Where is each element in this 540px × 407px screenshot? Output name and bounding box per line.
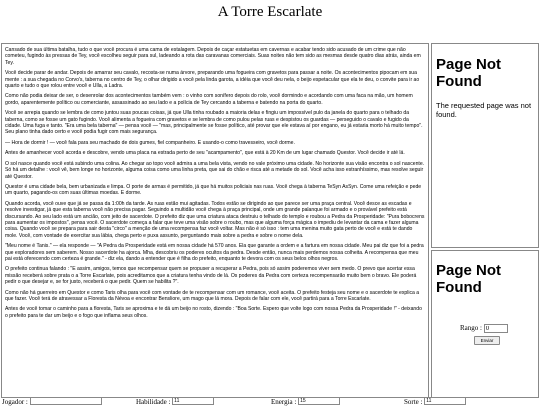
not-found-message: The requested page was not found. bbox=[436, 101, 532, 119]
story-paragraph: Antes de amanhecer você acorda e descobre, vendo uma placa na estrada perto de seu "acampamento", que está à 20 Km de um lugar chamado Questor. Você decide ir até lá. bbox=[5, 150, 405, 157]
jogador-input[interactable] bbox=[30, 397, 102, 405]
story-panel bbox=[1, 43, 429, 398]
not-found-heading: Page Not Found bbox=[436, 56, 502, 90]
energia-input[interactable] bbox=[298, 397, 340, 405]
story-paragraph: Você se arrepia quando se lembra de como juntou suas poucas coisas, já que Ulla tinha roubado a maioria delas e fingiu um impossível pulo da janela do quarto para o telhado da taberna, como se fosse um gato fugindo. Você alimenta a fogueira com gravetos e se lembra de como pulou pelas ruas e despistou os guardas — perseguido o cavalo e fugido da cidade. Uma fuga e tanto. "Era uma bela taberna" — pensa você — "mas, principalmente se fosse político, até provar que ele estava aí por engano, eu já estaria morto há muito tempo". Seu plano tinha dado certo e você podia fugir com mais segurança. bbox=[5, 110, 423, 136]
submit-button[interactable]: Enviar bbox=[474, 336, 500, 345]
story-paragraph: O sol nasce quando você está subindo uma colina. Ao chegar ao topo você admira a uma bela vista, vendo no vale próximo uma cidade. No horizonte sua visão encontra o sol nascente. Só há um detalhe : você vê, bem longe no horizonte, alguma coisa como uma linha preta, que sai do chão e risca até a metade do sol. Você acha isso estranhíssimo, mas resolve seguir até Questor. bbox=[5, 160, 425, 180]
story-paragraph: Você decide parar de andar. Depois de amarrar seu cavalo, recosta-se numa árvore, preparando uma fogueira com gravetos para passar a noite. Os acontecimentos pipocam em sua mente : a sua chegada no Corvo's, taberna no centro de Tey, o olhar dirigido a você pela linda garota, a idéia que você deu nela, o beijo espetacular que ela te deu, o convite para ir ao quarto e tudo o que rolou entre você e Ulla, a Ladra. bbox=[5, 70, 420, 90]
story-paragraph: O prefeito continua falando : "E assim, amigos, temos que recompensar quem se propuser a recuperar a Pedra, pois só assim poderemos viver sem medo. O prevo que acertar essa missão receberá sobre prata o a Torre Escarlate, pois acreditamos que a criatura tenha vindo de lá. Os poderes da Pedra com certeza recompensarão muito bem o bravo. Ele poderá pedir o que desejar e, se for justo, receberá o que pedir. Quem se habilita ?". bbox=[5, 266, 417, 286]
sorte-field bbox=[404, 397, 466, 407]
stats-bar bbox=[0, 399, 540, 405]
story-paragraph: Quando acorda, você ouve que já se passa da 1:00h da tarde. As ruas estão mui agitadas. Todos estão se dirigindo ao que parece ser uma praça central. Você desce as escadas e resolve investigar, já que esta taberna você não precisa pagar. Seguindo a multidão você chega à praça principal, onde um grande palanque foi armado e o provável prefeito está discursando. Ao seu lado está um ancião, com jeito de sacerdote. O prefeito diz que uma criatura ataca destruiu o telhado do templo e roubou a Pedra da Prosperidade: "Pura bobocrens para aumentar os impostos", pensa você. O sacerdote começa a falar que teve uma visão sobre o roubo, mas que alguma força mágica o impediu de levantar da cama e fazer alguma coisa. Quando você se prepara para sair desta "circo" a menção de uma recompensa faz você voltar. Mas não é só isso : tem uma menina muito gata perto de você e está te dando mole. Você, com vontade de exercitar sua lábia, chega perto e puxa assunto, perguntando mais sobre a pedra e sobre o nome dela. bbox=[5, 200, 425, 239]
not-found-heading: Page Not Found bbox=[436, 262, 502, 296]
jogador-field bbox=[2, 397, 102, 407]
energia-label: Energia : bbox=[271, 398, 297, 406]
story-paragraph: Como não há guerreiro em Questor e como Taris olha para você com vontade de te recompensar com um romance, você aceita. O prefeito festeja seu nome e o sacerdote te explica a que fazer. Você terá de atravessar a Floresta da Névoa e encontrar Bensliore, um mago que lá mora. Depois de falar com ele, você partirá para a Torre Escarlate. bbox=[5, 289, 420, 302]
rango-input[interactable] bbox=[484, 324, 508, 333]
page-title: A Torre Escarlate bbox=[217, 4, 323, 20]
rango-label: Rango : bbox=[460, 324, 482, 333]
story-paragraph: Como não podia deixar de ser, o desenrolar dos acontecimentos também vem : o vinho com sonífero depois do rolo, você dormindo e acordando com uma faca na mão, um homem gordo, aparentemente político ou comerciante, assassinado ao seu lado e a polícia de Tey cercando a taberna e batendo na porta do quarto. bbox=[5, 93, 413, 106]
story-paragraph: Antes de você tomar o caminho para a floresta, Taris se aproxima e te dá um beijo no rosto, dizendo : "Boa Sorte. Espero que volte logo com nossa Pedra da Prosperidade !" - deixando o prefeito para te dar um beijo e o fogo que inflama seus olhos. bbox=[5, 306, 422, 319]
story-paragraph: Questor é uma cidade bela, bem urbanizada e limpa. O porte de armas é permitido, já que há muitos policiais nas ruas. Você chega à taberna TeSyn AsSyn. Come uma refeição e pede um quarto, pagando-os com suas últimas moedas. E dorme. bbox=[5, 183, 422, 197]
side-panel-bottom bbox=[431, 250, 539, 398]
story-paragraph: Cansado de sua última batalha, tudo o que você procura é uma cama de estalagem. Depois de caçar estatuetas em cavernas e acabar tendo sido acusado de um crime que não cometeu, fugindo às pressas de Tey, você escolheu seguir para sul, ladeando a rota das caravanas comerciais. Suas noites não tem sido as mesmas desde quatro dias atrás, ainda em Tey. bbox=[5, 47, 421, 66]
story-paragraph: "Meu nome é Tanis." — ela responde — "A Pedra da Prosperidade está em nossa cidade há 570 anos. Ela que garante a ordem e a fartura em nossa cidade. Meu pai diz que foi a pedra que exploradores sem saberem. Nosso sacerdote ha ajorca. Mha, descobriu os poderes ocultos da pedra. Desde então, nunca mais perdemos nossa colheita. A recompensa que meu pai está oferecendo com certeza é grande." - diz ela, dando a entender que é filha do prefeito, enquanto te devora com os seus belos olhos negros. bbox=[5, 243, 424, 262]
jogador-label: Jogador : bbox=[2, 398, 28, 406]
story-paragraph: — Hora de dormir ! — você fala para seu machado de dois gumes, fiel companheiro. E usando-o como travesseiro, você dorme. bbox=[5, 139, 295, 146]
habilidade-label: Habilidade : bbox=[136, 398, 171, 406]
energia-field bbox=[271, 397, 340, 407]
habilidade-input[interactable] bbox=[172, 397, 214, 405]
rango-row bbox=[460, 324, 508, 333]
sorte-input[interactable] bbox=[424, 397, 466, 405]
sorte-label: Sorte : bbox=[404, 398, 423, 406]
side-panel-top bbox=[431, 43, 539, 248]
habilidade-field bbox=[136, 397, 214, 407]
